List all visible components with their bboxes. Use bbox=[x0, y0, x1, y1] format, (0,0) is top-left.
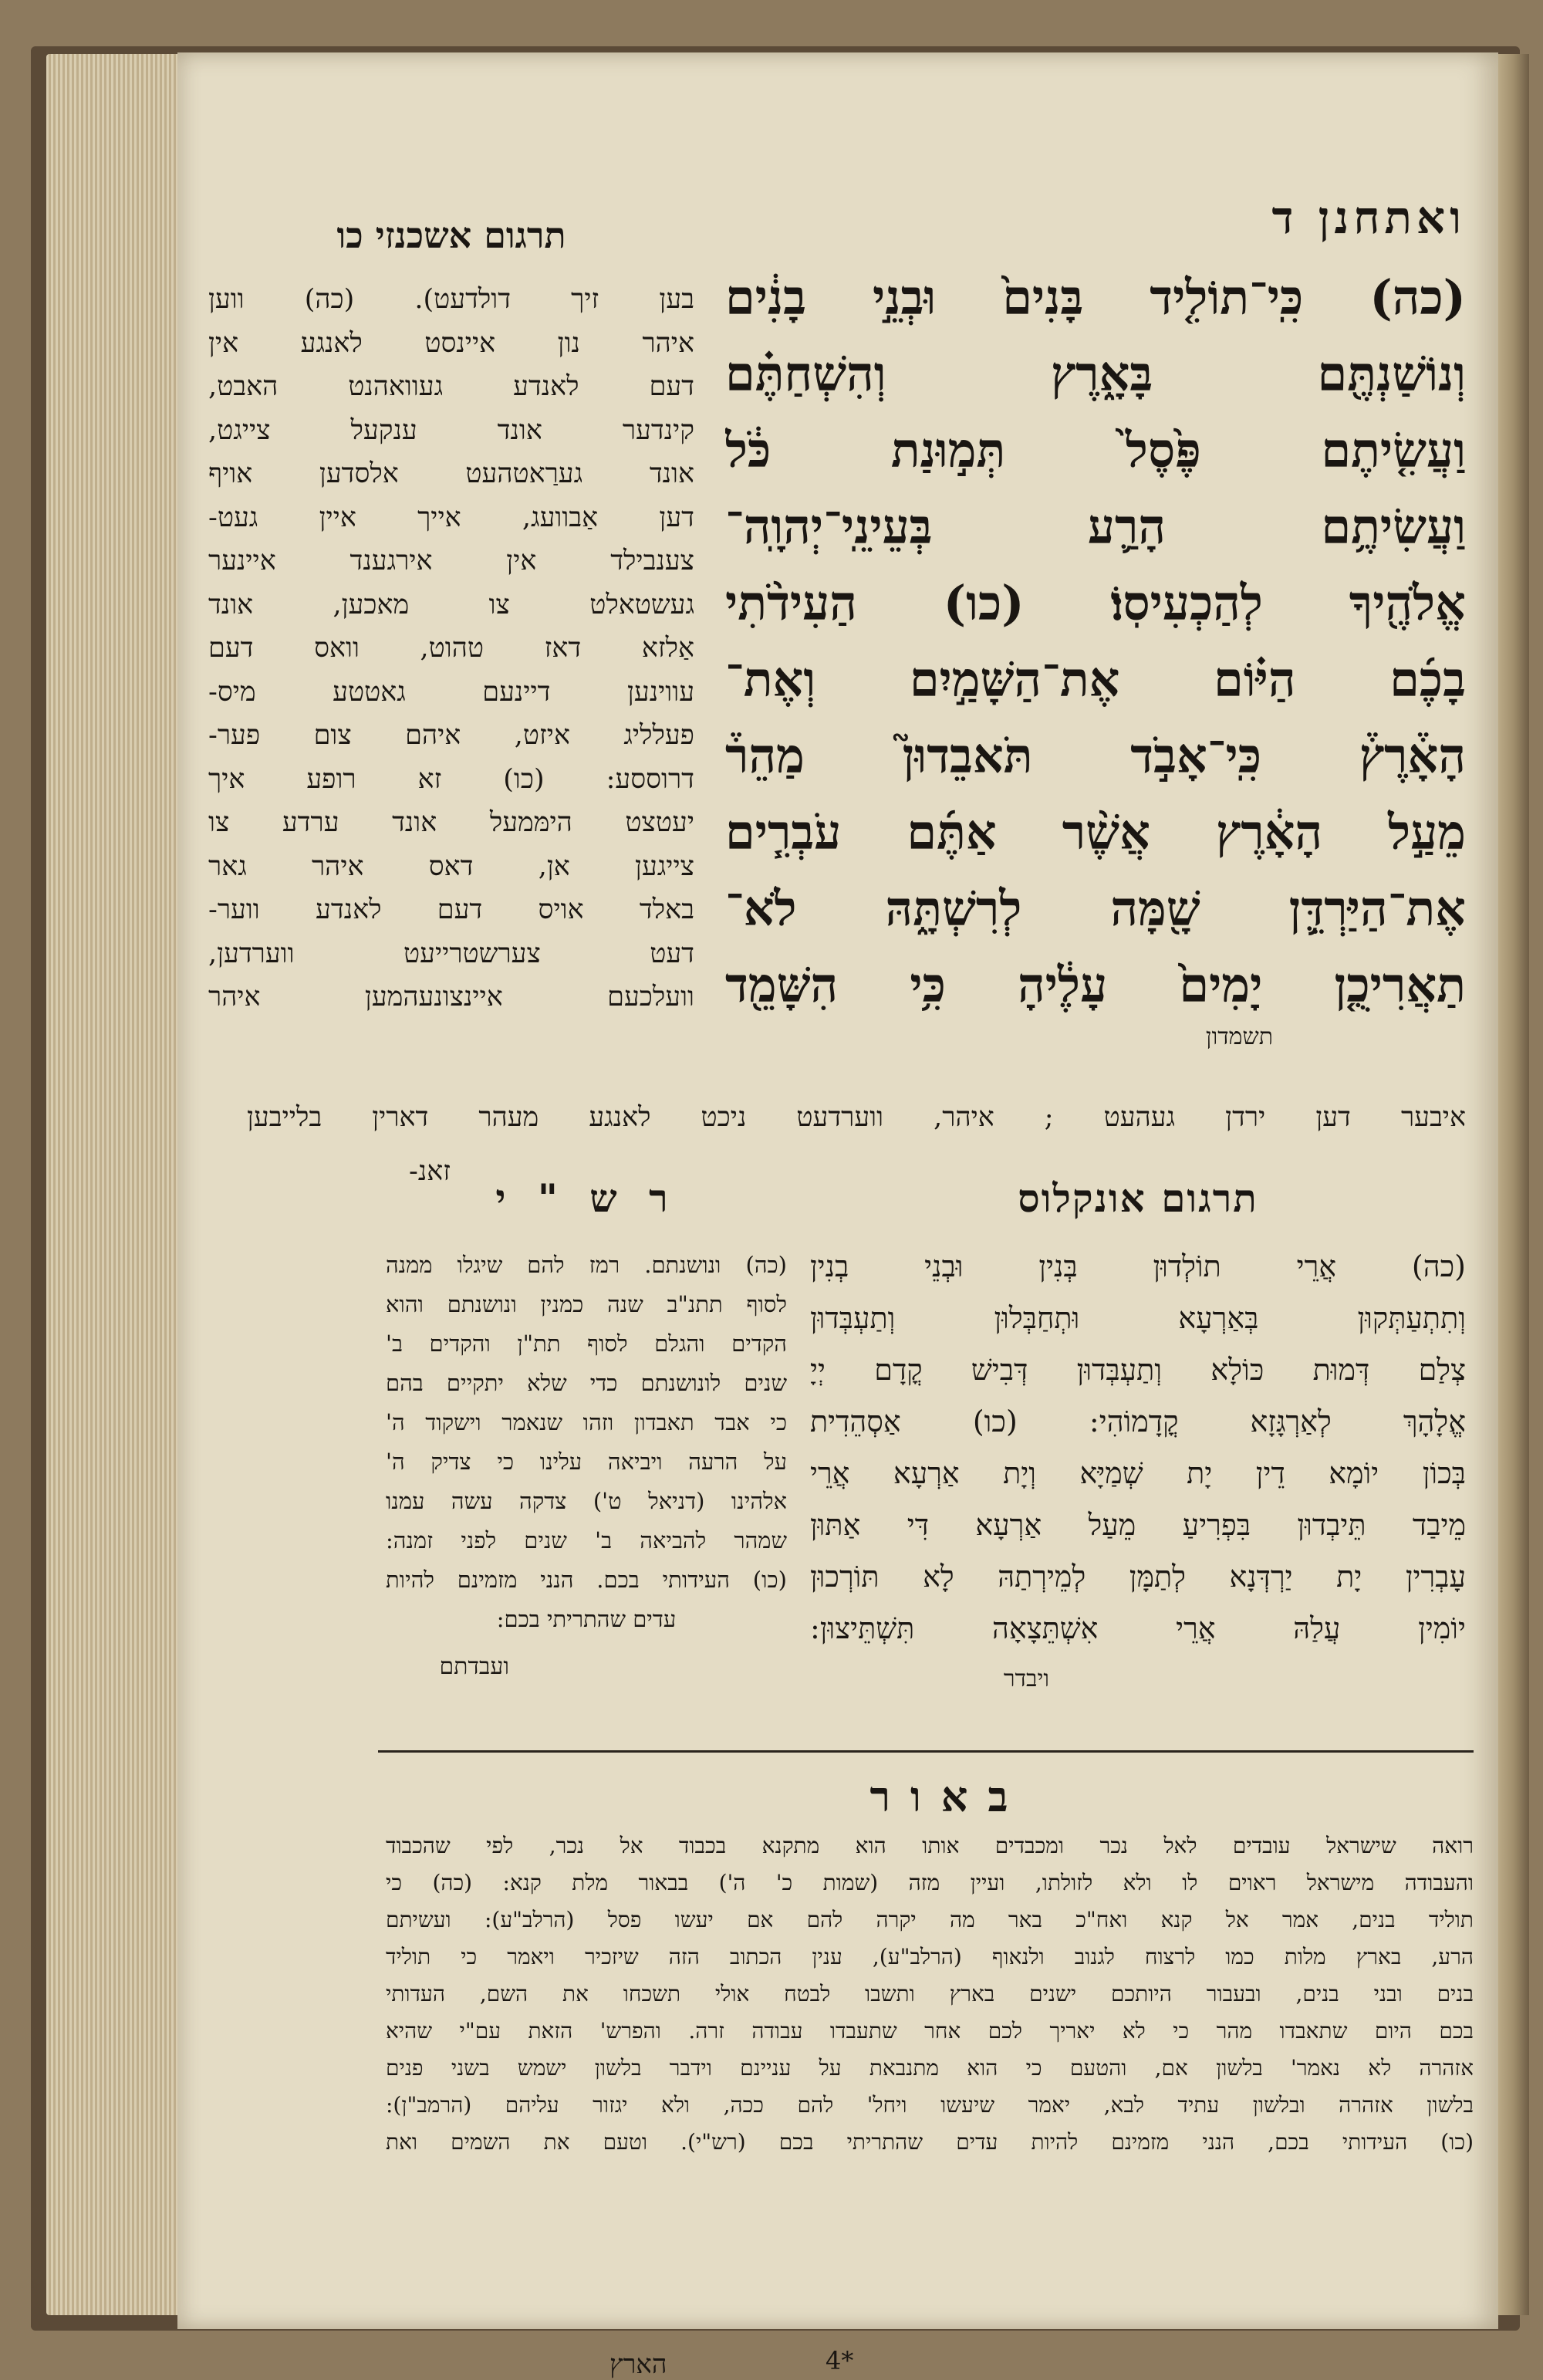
rashi-column bbox=[386, 1175, 787, 1680]
ashkenazi-line: עווינען דיינעם גאטטע מיס- bbox=[208, 676, 694, 708]
rashi-line: (כה) ונושנתם. רמז להם שיגלו ממנה bbox=[386, 1252, 787, 1278]
ashkenazi-line: יעטצט הימּמעל אונד ערדע צו bbox=[208, 807, 694, 838]
verse-catchword: תשמדון bbox=[1205, 1023, 1273, 1050]
verse-line: מֵעַ֣ל הָאָ֔רֶץ אֲשֶׁ֨ר אַתֶּ֜ם עֹבְרִ֧ים bbox=[725, 804, 1466, 860]
verse-line: וְנוֹשַׁנְתֶּ֖ם בָּאָ֑רֶץ וְהִשְׁחַתֶּ֗ם bbox=[725, 346, 1466, 402]
ashkenazi-line: דעם לאנדע געוואהנט האבט, bbox=[208, 371, 694, 402]
rashi-line: (כו) העידותי בכם. הנני מזמינם להיות bbox=[386, 1567, 787, 1593]
biur-line: בנים ובני בנים, ובעבור היותכם ישנים בארץ ותשבו לבטח אולי תשכחו את השם, העדותי bbox=[386, 1981, 1474, 2006]
rashi-line: אלהינו (דניאל ט') צדקה עשה עמנו bbox=[386, 1488, 787, 1514]
biur-line: בכם היום שתאבדו מהר כי לא יאריך לכם אחר שתעבדו עבודה זרה. והפרש' הזאת עם"י שהיא bbox=[386, 2018, 1474, 2044]
rashi-header: ר ש " י bbox=[495, 1175, 677, 1221]
page-header: ואתחנן ד bbox=[1271, 191, 1466, 244]
verse-line: אֶת־הַיַּרְדֵּ֛ן שָׁ֖מָּה לְרִשְׁתָּ֑הּ לֹא־ bbox=[725, 881, 1466, 937]
onkelos-column bbox=[810, 1175, 1466, 1692]
ashkenazi-bridge-end: זאנ- bbox=[409, 1156, 451, 1187]
ashkenazi-line: געשטאלט צו מאכען, אונד bbox=[208, 589, 694, 620]
verse-line: וַעֲשִׂיתֶ֥ם הָרַ֛ע בְּעֵינֵֽי־יְהוָֽה־ bbox=[725, 499, 1466, 555]
ashkenazi-line: וועלכעם איינצונעהמען איהר bbox=[208, 982, 694, 1013]
ashkenazi-line: צענבילד אין אירגענד איינער bbox=[208, 546, 694, 576]
verse-line: (כה) כִּֽי־תוֹלִ֤יד בָּנִים֙ וּבְנֵ֣י בָנִ֔ים bbox=[725, 269, 1466, 326]
biur-line: רואה שישראל עובדים לאל נכר ומכבדים אותו הוא מתקנא בכבוד אל נכר, לפי שהכבוד bbox=[386, 1833, 1474, 1858]
verse-column bbox=[725, 191, 1466, 1050]
ashkenazi-header: תרגום אשכנזי כו bbox=[336, 215, 566, 256]
biur-line: תוליד בנים, אמר אל קנא ואח"כ באר מה יקרה להם אם יעשו פסל (הרלב"ע): ועשיתם bbox=[386, 1907, 1474, 1932]
rashi-line: לסוף תתנ"ב שנה כמנין ונושנתם והוא bbox=[386, 1291, 787, 1317]
rashi-line: הקדים והגלם לסוף תת"ן והקדים ב' bbox=[386, 1330, 787, 1357]
ashkenazi-line: אונד גערַאטהעט אלסדען אויף bbox=[208, 458, 694, 489]
verse-line: תַאֲרִיכֻ֤ן יָמִים֙ עָלֶ֔יהָ כִּ֥י הִשָּׁמֵ֖ד bbox=[725, 957, 1466, 1013]
onkelos-line: צְלַם דְּמוּת כּוֹלָא וְתַעְבְּדוּן דְּבִישׁ קֳדָם יְיָ bbox=[810, 1353, 1466, 1387]
verse-line: אֱלֹהֶ֖יךָ לְהַכְעִיסֽוֹ׃ (כו) הַעִידֹ֨תִי bbox=[725, 575, 1466, 631]
onkelos-line: מֵיבַד תֵּיבְדוּן בִּפְרִיעַ מֵעַל אַרְעָא דִּי אַתּוּן bbox=[810, 1508, 1466, 1542]
rashi-line: כי אבד תאבדון וזהו שנאמר וישקוד ה' bbox=[386, 1409, 787, 1435]
ashkenazi-line: איהר נון איינסט לאנגע אין bbox=[208, 327, 694, 359]
onkelos-line: (כה) אֲרֵי תוֹלְדוּן בְּנִין וּבְנֵי בְנִין bbox=[810, 1249, 1466, 1283]
onkelos-line: בְּכוֹן יוֹמָא דֵין יָת שְׁמַיָּא וְיָת אַרְעָא אֲרֵי bbox=[810, 1456, 1466, 1490]
ashkenazi-line: פעלליג איזט, איהם צום פער- bbox=[208, 720, 694, 751]
footer-catchword: הארץ bbox=[609, 2349, 667, 2380]
ashkenazi-line: צייגען אן, דאס איהר גאר bbox=[208, 850, 694, 882]
book-page bbox=[177, 52, 1498, 2380]
rashi-line: על הרעה ויביאה עלינו כי צדיק ה' bbox=[386, 1449, 787, 1475]
onkelos-line: אֱלָהָךְ לְאַרְגָּזָא קֳדָמוֹהִי: (כו) אַסְהֵדִית bbox=[810, 1405, 1466, 1438]
onkelos-line: עָבְרִין יָת יַרְדְּנָא לְתַמָּן לְמֵירְתַהּ לָא תּוֹרְכוּן bbox=[810, 1560, 1466, 1594]
ashkenazi-line: דרוססע: (כו) זא רופע איך bbox=[208, 763, 694, 795]
onkelos-catchword: ויבדר bbox=[1003, 1665, 1049, 1692]
ashkenazi-bridge-line: איבער דען ירדן געהעט ; איהר, ווערדעט ניכט לאנגע מעהר דארין בלייבען bbox=[247, 1102, 1466, 1133]
biur-line: בלשון אזהרה ובלשון עתיד לבא, יאמר שיעשו ויחל' להם ככה, ולא יגזור עליהם (הרמב"ן): bbox=[386, 2092, 1474, 2118]
onkelos-line: וְתִתְעַתְּקוּן בְּאַרְעָא וּתְחַבְּלוּן וְתַעְבְּדוּן bbox=[810, 1301, 1466, 1335]
section-divider bbox=[378, 1750, 1474, 1753]
ashkenazi-column bbox=[208, 215, 694, 1019]
biur-line: והעבודה מישראל ראוים לו ולא לזולתו, ועיין מזה (שמות כ' ה') בבאור מלת קנא: (כה) כי bbox=[386, 1870, 1474, 1895]
onkelos-line: יוֹמִין עֲלַהּ אֲרֵי אִשְׁתֵּצָאָה תִּשְׁתֵּיצוּן: bbox=[810, 1611, 1466, 1645]
rashi-line: עדים שהתריתי בכם: bbox=[496, 1606, 677, 1632]
rashi-line: שנים לונושנתם כדי שלא יתקיים בהם bbox=[386, 1370, 787, 1396]
printer-signature: 4* bbox=[826, 2346, 854, 2375]
biur-line: אזהרה לא נאמר' בלשון אם, והטעם כי הוא מתנבאת על עניינם וידבר בלשון ישמש בשני פנים bbox=[386, 2055, 1474, 2081]
biur-line: (כו) העידותי בכם, הנני מזמינם להיות עדים שהתריתי בכם (רש"י). וטעם את השמים ואת bbox=[386, 2129, 1474, 2155]
biur-header: באור bbox=[869, 1772, 1028, 1821]
ashkenazi-line: דעט צערשטרייעט ווערדען, bbox=[208, 938, 694, 969]
rashi-catchword: ועבדתם bbox=[439, 1653, 509, 1680]
biur-line: הרע, בארץ מלות כמו לרצוח לגנוב ולנאוף (הרלב"ע), ענין הכתוב הזה שיזכיר ויאמר כי תוליד bbox=[386, 1944, 1474, 1969]
ashkenazi-line: באלד אויס דעם לאנדע ווער- bbox=[208, 894, 694, 925]
ashkenazi-line: בען זיך דולדעט). (כה) ווען bbox=[208, 284, 694, 315]
biur-column bbox=[386, 1827, 1474, 2161]
page-edges bbox=[46, 54, 193, 2315]
ashkenazi-line: דען אַבוועג, אייך איין געט- bbox=[208, 502, 694, 533]
verse-line: וַעֲשִׂ֤יתֶם פֶּ֙סֶל֙ תְּמ֣וּנַת כֹּ֔ל bbox=[725, 422, 1466, 478]
onkelos-header: תרגום אונקלוס bbox=[1018, 1175, 1258, 1221]
rashi-line: שמהר להביאה ב' שנים לפני זמנה: bbox=[386, 1527, 787, 1553]
verse-line: בָכֶ֜ם הַיּ֗וֹם אֶת־הַשָּׁמַ֣יִם וְאֶת־ bbox=[725, 651, 1466, 708]
ashkenazi-line: אַלזא דאז טהוט, וואס דעם bbox=[208, 633, 694, 664]
verse-line: הָאָ֒רֶץ֒ כִּֽי־אָבֹ֣ד תֹּאבֵדוּן֮ מַהֵר֒ bbox=[725, 728, 1466, 784]
ashkenazi-line: קינדער אונד ענקעל צייגט, bbox=[208, 414, 694, 446]
